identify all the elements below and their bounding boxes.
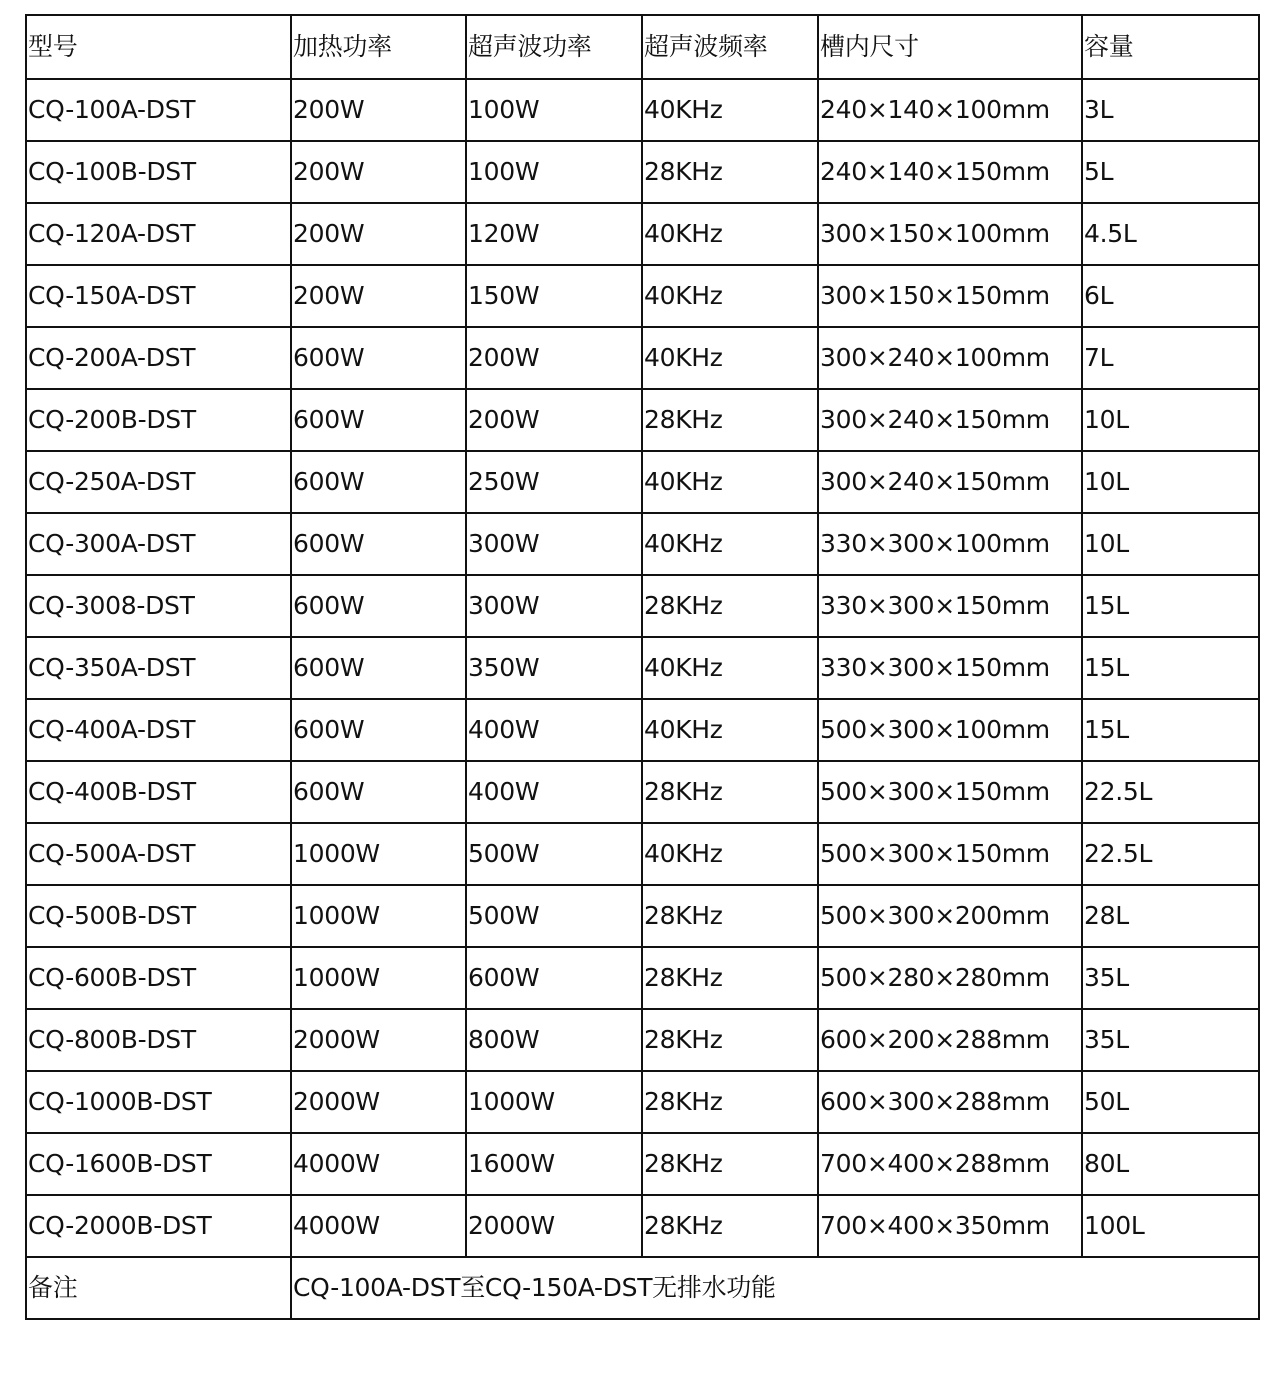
cell-tank-size: 330×300×150mm [818,637,1082,699]
cell-tank-size: 700×400×288mm [818,1133,1082,1195]
cell-tank-size: 500×300×150mm [818,823,1082,885]
cell-model: CQ-600B-DST [26,947,291,1009]
cell-ultrasonic-power: 500W [466,823,642,885]
cell-capacity: 4.5L [1082,203,1259,265]
cell-heating-power: 600W [291,389,466,451]
cell-ultrasonic-frequency: 40KHz [642,699,818,761]
cell-ultrasonic-power: 2000W [466,1195,642,1257]
cell-ultrasonic-frequency: 40KHz [642,637,818,699]
cell-capacity: 80L [1082,1133,1259,1195]
cell-heating-power: 600W [291,513,466,575]
table-row [26,265,1259,327]
cell-ultrasonic-frequency: 28KHz [642,885,818,947]
cell-model: CQ-400A-DST [26,699,291,761]
cell-heating-power: 600W [291,451,466,513]
note-label-cell: 备注 [26,1257,291,1319]
cell-ultrasonic-power: 200W [466,327,642,389]
cell-heating-power: 2000W [291,1009,466,1071]
table-row [26,823,1259,885]
cell-ultrasonic-frequency: 28KHz [642,947,818,1009]
cell-model: CQ-100B-DST [26,141,291,203]
cell-heating-power: 600W [291,637,466,699]
cell-capacity: 3L [1082,79,1259,141]
cell-tank-size: 240×140×100mm [818,79,1082,141]
cell-tank-size: 500×300×100mm [818,699,1082,761]
cell-capacity: 50L [1082,1071,1259,1133]
cell-ultrasonic-power: 600W [466,947,642,1009]
cell-model: CQ-1000B-DST [26,1071,291,1133]
table-row [26,203,1259,265]
cell-heating-power: 4000W [291,1133,466,1195]
header-cell-capacity: 容量 [1082,15,1259,79]
cell-model: CQ-300A-DST [26,513,291,575]
cell-ultrasonic-power: 400W [466,699,642,761]
cell-model: CQ-150A-DST [26,265,291,327]
cell-ultrasonic-power: 150W [466,265,642,327]
table-row [26,389,1259,451]
cell-ultrasonic-power: 350W [466,637,642,699]
cell-heating-power: 200W [291,203,466,265]
cell-ultrasonic-frequency: 40KHz [642,823,818,885]
table-row [26,637,1259,699]
cell-heating-power: 600W [291,699,466,761]
cell-capacity: 10L [1082,389,1259,451]
cell-capacity: 100L [1082,1195,1259,1257]
cell-model: CQ-350A-DST [26,637,291,699]
cell-model: CQ-500A-DST [26,823,291,885]
cell-ultrasonic-power: 800W [466,1009,642,1071]
cell-capacity: 35L [1082,1009,1259,1071]
cell-tank-size: 300×150×150mm [818,265,1082,327]
cell-capacity: 22.5L [1082,761,1259,823]
cell-ultrasonic-frequency: 28KHz [642,141,818,203]
cell-heating-power: 4000W [291,1195,466,1257]
cell-capacity: 35L [1082,947,1259,1009]
cell-ultrasonic-frequency: 28KHz [642,1195,818,1257]
table-row [26,327,1259,389]
table-row [26,1133,1259,1195]
table-row [26,513,1259,575]
cell-ultrasonic-frequency: 28KHz [642,1009,818,1071]
cell-capacity: 28L [1082,885,1259,947]
cell-capacity: 15L [1082,637,1259,699]
cell-ultrasonic-frequency: 40KHz [642,451,818,513]
cell-ultrasonic-power: 250W [466,451,642,513]
cell-capacity: 7L [1082,327,1259,389]
cell-ultrasonic-frequency: 40KHz [642,327,818,389]
table-row [26,575,1259,637]
table-row [26,699,1259,761]
table-row [26,141,1259,203]
cell-heating-power: 600W [291,575,466,637]
note-text-cell: CQ-100A-DST至CQ-150A-DST无排水功能 [291,1257,1259,1319]
cell-ultrasonic-frequency: 28KHz [642,1071,818,1133]
cell-ultrasonic-frequency: 40KHz [642,79,818,141]
cell-capacity: 5L [1082,141,1259,203]
cell-model: CQ-500B-DST [26,885,291,947]
cell-ultrasonic-frequency: 40KHz [642,513,818,575]
cell-capacity: 15L [1082,699,1259,761]
cell-heating-power: 2000W [291,1071,466,1133]
cell-tank-size: 600×300×288mm [818,1071,1082,1133]
cell-ultrasonic-frequency: 28KHz [642,761,818,823]
cell-model: CQ-250A-DST [26,451,291,513]
cell-heating-power: 200W [291,141,466,203]
cell-tank-size: 300×150×100mm [818,203,1082,265]
cell-heating-power: 1000W [291,823,466,885]
cell-heating-power: 200W [291,79,466,141]
cell-tank-size: 300×240×150mm [818,451,1082,513]
spec-table [25,14,1260,1320]
cell-heating-power: 600W [291,761,466,823]
cell-capacity: 22.5L [1082,823,1259,885]
cell-model: CQ-100A-DST [26,79,291,141]
cell-ultrasonic-power: 1000W [466,1071,642,1133]
cell-capacity: 6L [1082,265,1259,327]
cell-tank-size: 500×300×200mm [818,885,1082,947]
cell-ultrasonic-power: 100W [466,79,642,141]
spec-table-body [26,15,1259,1319]
table-note-row [26,1257,1259,1319]
cell-heating-power: 1000W [291,947,466,1009]
cell-ultrasonic-frequency: 40KHz [642,265,818,327]
cell-model: CQ-200B-DST [26,389,291,451]
cell-heating-power: 600W [291,327,466,389]
cell-ultrasonic-power: 300W [466,513,642,575]
cell-model: CQ-3008-DST [26,575,291,637]
cell-tank-size: 600×200×288mm [818,1009,1082,1071]
cell-ultrasonic-power: 120W [466,203,642,265]
cell-ultrasonic-power: 400W [466,761,642,823]
cell-ultrasonic-frequency: 28KHz [642,389,818,451]
cell-capacity: 15L [1082,575,1259,637]
cell-tank-size: 300×240×100mm [818,327,1082,389]
cell-model: CQ-2000B-DST [26,1195,291,1257]
cell-ultrasonic-frequency: 28KHz [642,575,818,637]
table-row [26,1071,1259,1133]
cell-tank-size: 500×300×150mm [818,761,1082,823]
table-header-row [26,15,1259,79]
cell-ultrasonic-power: 1600W [466,1133,642,1195]
table-row [26,1009,1259,1071]
cell-ultrasonic-frequency: 40KHz [642,203,818,265]
table-row [26,885,1259,947]
table-row [26,1195,1259,1257]
table-row [26,761,1259,823]
cell-heating-power: 200W [291,265,466,327]
cell-model: CQ-1600B-DST [26,1133,291,1195]
header-cell-ultrasonic-power: 超声波功率 [466,15,642,79]
cell-tank-size: 240×140×150mm [818,141,1082,203]
header-cell-model: 型号 [26,15,291,79]
cell-ultrasonic-power: 500W [466,885,642,947]
header-cell-heating-power: 加热功率 [291,15,466,79]
cell-tank-size: 330×300×100mm [818,513,1082,575]
cell-model: CQ-400B-DST [26,761,291,823]
header-cell-ultrasonic-frequency: 超声波频率 [642,15,818,79]
cell-capacity: 10L [1082,451,1259,513]
cell-tank-size: 330×300×150mm [818,575,1082,637]
cell-ultrasonic-power: 300W [466,575,642,637]
cell-ultrasonic-power: 100W [466,141,642,203]
cell-capacity: 10L [1082,513,1259,575]
cell-tank-size: 700×400×350mm [818,1195,1082,1257]
spec-sheet [25,14,1260,1320]
cell-model: CQ-800B-DST [26,1009,291,1071]
table-row [26,451,1259,513]
cell-tank-size: 500×280×280mm [818,947,1082,1009]
table-row [26,79,1259,141]
cell-heating-power: 1000W [291,885,466,947]
cell-model: CQ-200A-DST [26,327,291,389]
cell-model: CQ-120A-DST [26,203,291,265]
header-cell-tank-size: 槽内尺寸 [818,15,1082,79]
table-row [26,947,1259,1009]
cell-ultrasonic-frequency: 28KHz [642,1133,818,1195]
cell-ultrasonic-power: 200W [466,389,642,451]
cell-tank-size: 300×240×150mm [818,389,1082,451]
